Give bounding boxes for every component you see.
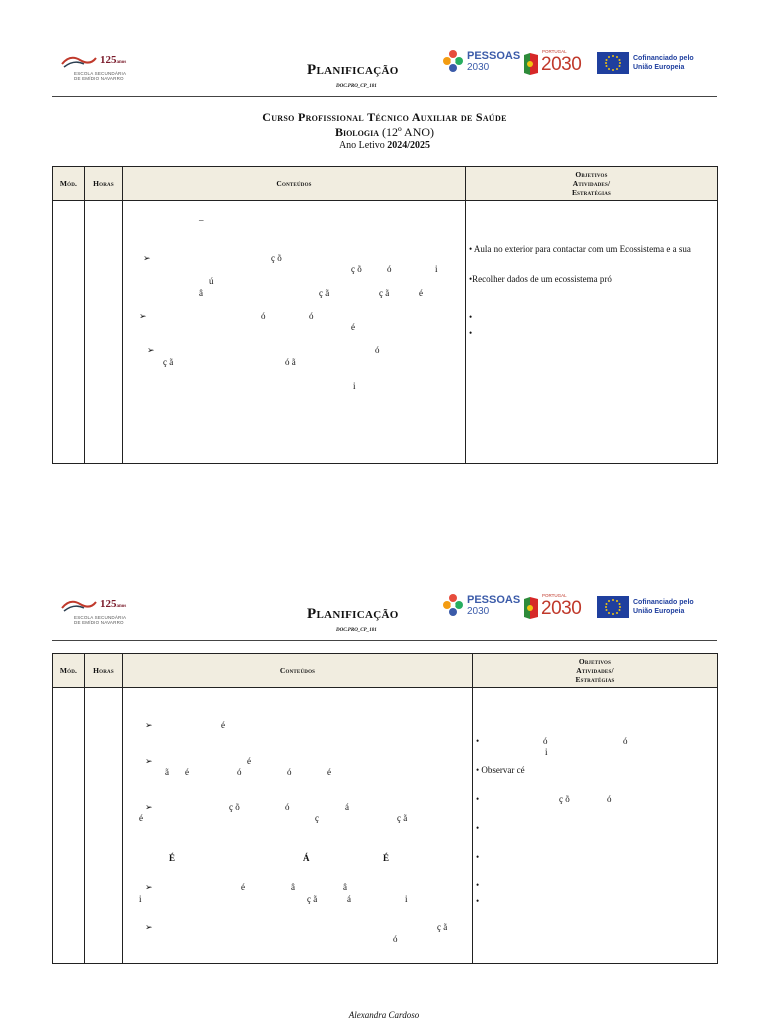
content-fragment: Á [303,853,310,863]
course-year: (12º ANO) [381,125,435,139]
page-1 [52,44,717,391]
eu-flag-icon [597,596,629,618]
objective-item: ç õ [559,794,570,804]
content-fragment: ó [261,311,266,321]
school-anniversary-suffix: anos [116,60,127,65]
content-fragment: ú [209,276,214,286]
col-header-objetivos-l1: Objetivos [575,170,608,179]
page-title: Planificação [307,62,399,78]
portugal-2030-logo [522,49,588,79]
portugal-year: 2030 [541,598,582,619]
portugal-2030-logo [522,593,588,623]
content-fragment: é [327,767,331,777]
eu-logo [597,52,717,76]
content-fragment: É [169,853,176,863]
content-fragment: ó [285,802,290,812]
eu-line1: Cofinanciado pelo [633,599,694,606]
content-fragment: é [139,813,143,823]
content-fragment: ó [309,311,314,321]
bullet-arrow-icon: ➢ [145,720,153,730]
portugal-label: PORTUGAL [542,593,567,598]
content-fragment: ç ã [319,288,330,298]
objective-item: ó [543,736,548,746]
planning-table-1 [52,166,718,464]
content-fragment: ç õ [271,253,282,263]
content-fragment: ó [237,767,242,777]
col-header-horas: Horas [85,654,123,688]
eu-line2: União Europeia [633,608,685,615]
eu-line2: União Europeia [633,64,685,71]
col-header-objetivos [466,167,718,201]
content-fragment: â [343,882,347,892]
school-year-label: Ano Letivo [338,140,385,151]
content-fragment: ç õ [351,264,362,274]
conteudos-cell [123,201,466,464]
course-title: Curso Profissional Técnico Auxiliar de Saúde [262,110,507,124]
planning-table-2 [52,653,718,964]
eu-line1: Cofinanciado pelo [633,55,694,62]
school-name-line2: DE EMÍDIO NAVARRO [74,76,124,81]
objective-item: • [476,736,480,746]
objective-item: i [545,747,548,757]
school-anniversary: 125 [100,598,117,610]
content-fragment: ç [315,813,319,823]
col-header-mod: Mód. [53,167,85,201]
content-fragment: ó [375,345,380,355]
course-subject: Biologia [334,125,379,139]
portugal-label: PORTUGAL [542,49,567,54]
pessoas-flower-icon [442,593,464,621]
objective-item: • Aula no exterior para contactar com um Ecossistema e a sua [469,244,691,254]
content-fragment: i [435,264,438,274]
horas-cell [85,201,123,464]
objective-item: • [476,852,480,862]
content-fragment: é [241,882,245,892]
school-name-line2: DE EMÍDIO NAVARRO [74,620,124,625]
bullet-arrow-icon: ➢ [139,311,147,321]
col-header-objetivos [473,654,718,688]
page-2 [52,588,717,944]
content-fragment: á [347,894,351,904]
col-header-objetivos-l1: Objetivos [578,657,612,666]
footer-signature: Alexandra Cardoso [348,1010,420,1020]
bullet-arrow-icon: ➢ [143,253,151,263]
page-header [52,588,717,641]
page-header [52,44,717,97]
school-anniversary: 125 [100,54,117,66]
bullet-arrow-icon: ➢ [145,756,153,766]
content-fragment: ç ã [397,813,408,823]
content-fragment: ç ã [379,288,390,298]
course-heading [52,110,717,151]
content-fragment: i [353,381,356,391]
content-fragment: â [291,882,295,892]
mod-cell [53,201,85,464]
content-fragment: – [199,215,204,225]
content-fragment: i [405,894,408,904]
bullet-arrow-icon: ➢ [147,345,155,355]
portugal-flag-icon [522,595,540,621]
school-emblem-icon [60,52,98,70]
school-year: 2024/2025 [387,140,431,151]
school-emblem-icon [60,596,98,614]
content-fragment: ó [287,767,292,777]
page-title: Planificação [307,606,399,622]
school-logo [60,52,140,84]
col-header-objetivos-l3: Estratégias [575,675,615,684]
doc-code: DOC.PRO_CP_101 [336,84,377,89]
content-fragment: é [221,720,225,730]
content-fragment: ç ã [163,357,174,367]
school-anniversary-suffix: anos [116,604,127,609]
content-fragment: i [139,894,142,904]
eu-flag-icon [597,52,629,74]
objective-item: • [469,328,473,338]
content-fragment: é [185,767,189,777]
bullet-arrow-icon: ➢ [145,802,153,812]
content-fragment: ó ã [285,357,296,367]
content-fragment: É [383,853,390,863]
objective-item: • [476,896,480,906]
content-fragment: é [247,756,251,766]
content-fragment: é [419,288,423,298]
portugal-flag-icon [522,51,540,77]
content-fragment: ç ã [437,922,448,932]
objective-item: •Recolher dados de um ecossistema pró [469,274,612,284]
col-header-horas: Horas [85,167,123,201]
objective-item: • [476,880,480,890]
pessoas-2030-logo [442,593,522,623]
conteudos-cell [123,688,473,964]
objective-item: • [469,312,473,322]
school-name-line1: ESCOLA SECUNDÁRIA [74,71,127,76]
objective-item: ó [607,794,612,804]
col-header-conteudos: Conteúdos [123,654,473,688]
content-fragment: ç ã [307,894,318,904]
col-header-mod: Mód. [53,654,85,688]
bullet-arrow-icon: ➢ [145,882,153,892]
pessoas-year: 2030 [467,606,490,617]
content-fragment: ó [393,934,398,944]
objetivos-cell [473,688,718,964]
portugal-year: 2030 [541,54,582,75]
eu-logo [597,596,717,620]
objective-item: • Observar cé [476,765,525,775]
content-fragment: â [199,288,203,298]
horas-cell [85,688,123,964]
school-name-line1: ESCOLA SECUNDÁRIA [74,615,127,620]
content-fragment: ç õ [229,802,240,812]
col-header-objetivos-l2: Atividades/ [572,179,611,188]
doc-code: DOC.PRO_CP_101 [336,628,377,633]
pessoas-text: PESSOAS [467,594,521,606]
objetivos-cell [466,201,718,464]
content-fragment: á [345,802,349,812]
mod-cell [53,688,85,964]
pessoas-year: 2030 [467,62,490,73]
content-fragment: é [351,322,355,332]
col-header-objetivos-l3: Estratégias [571,188,612,197]
content-fragment: ó [387,264,392,274]
objective-item: • [476,794,480,804]
pessoas-flower-icon [442,49,464,77]
bullet-arrow-icon: ➢ [145,922,153,932]
content-fragment: ã [165,767,169,777]
objective-item: • [476,823,480,833]
pessoas-2030-logo [442,49,522,79]
school-logo [60,596,140,628]
objective-item: ó [623,736,628,746]
col-header-objetivos-l2: Atividades/ [576,666,614,675]
pessoas-text: PESSOAS [467,50,521,62]
col-header-conteudos: Conteúdos [123,167,466,201]
